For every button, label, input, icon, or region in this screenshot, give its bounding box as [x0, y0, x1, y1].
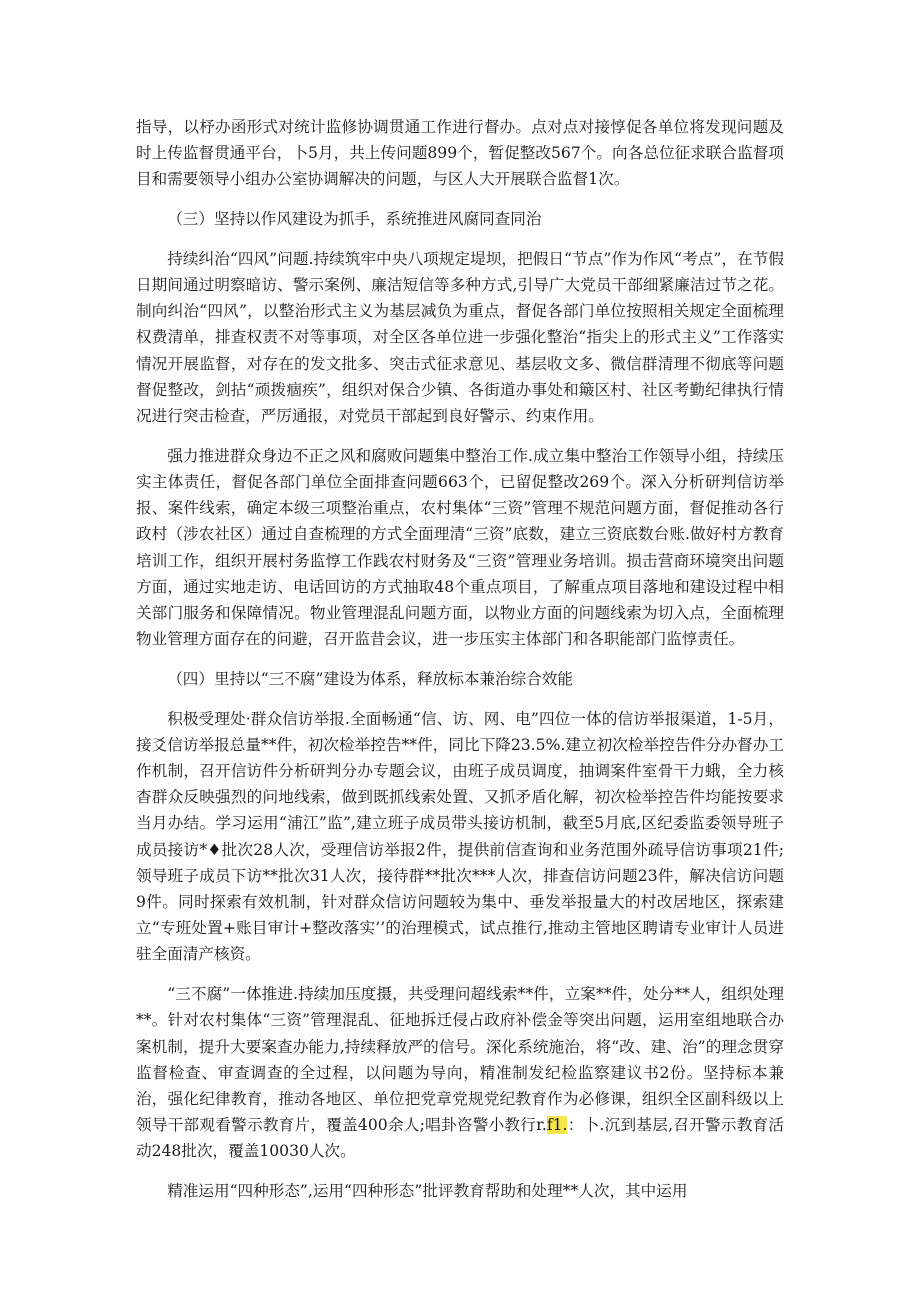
- paragraph-four-winds: 持续纠治“四风”问题.持续筑牢中央八项规定堤坝，把假日“节点”作为作风“考点”，在节假日期间通过明察暗访、警示案例、廉洁短信等多种方式,引导广大党员干部细紧廉洁过节之花。制向纠治“四风”，以整治形式主义为基层减负为重点，督促各部门单位按照相关规定全面梳理权费清单，排查权责不对等事项，对全区各单位进一步强化整治“指尖上的形式主义”工作落实情况开展监督，对存在的发文批多、突击式征求意见、基层收文多、微信群清理不彻底等问题督促整改，剑拈“顽拨痼疾”，组织对保合少镇、各街道办事处和簸区村、社区考勤纪律执行情况进行突击检查，严厉通报，对党员干部起到良好警示、约束作用。: [136, 249, 784, 426]
- paragraph-three-no-corruption: “三不腐”一体推进.持续加压度摄，共受理问超线索**件，立案**件，处分**人，组织处理**。针对农村集体“三资”管理混乱、征地拆迁侵占政府补偿金等突出问题，运用室组地联合办案机制，提升大要案查办能力,持续释放严的信号。深化系统施治，将“改、建、治”的理念贯穿监督检查、审查调查的全过程，以问题为导向，精准制发纪检监察建议书2份。坚持标本兼治，强化纪律教育，推动各地区、单位把党章党规党纪教育作为必修课，组织全区副科级以上领导干部观看警示教育片，覆盖400余人;唱卦咨警小教行r.f1.：卜.沉到基层,召开警示教育活动248批次，覆盖10030人次。: [136, 985, 784, 1161]
- paragraph-four-forms: 精准运用“四种形态”,运用“四种形态”批评教育帮助和处理**人次，其中运用: [167, 1182, 688, 1201]
- document-page: [136, 114, 784, 1218]
- section-heading-3: （三）坚持以作风建设为抓手，系统推进风腐同查同治: [167, 210, 542, 229]
- paragraph-supervision-coordination: 指导，以杼办函形式对统计监修协调贯通工作进行督办。点对点对接惇促各单位将发现问题及时上传监督贯通平台，卜5月，共上传问题899个，暂促整改567个。向各总位征求联合监督项目和需要领导小组办公室协调解决的问题，与区人大开展联合监督1次。: [136, 118, 784, 189]
- section-heading-4: （四）里持以“三不腐”建设为体系，释放标本兼治综合效能: [167, 669, 573, 688]
- highlighted-fragment: f1.: [546, 1116, 568, 1135]
- paragraph-rectification: 强力推进群众身边不正之风和腐败问题集中整治工作.成立集中整治工作领导小组，持续压实主体责任，督促各部门单位全面排查问题663个，已留促整改269个。深入分析研判信访举报、案件线索，确定本级三项整治重点，农村集体“三资”管理不规范问题方面，督促推动各行政村（涉农社区）通过自查梳理的方式全面理清“三资”底数，建立三资底数台账.做好村方教育培训工作，组织开展村务监惇工作践农村财务及“三资”管理业务培训。损击营商环境突出问题方面，通过实地走访、电话回访的方式抽取48个重点项目，了解重点项目落地和建设过程中相关部门服务和保障情况。物业管理混乱问题方面，以物业方面的问题线索为切入点，全面梳理物业管理方面存在的问避，召开监昔会议，进一步压实主体部门和各职能部门监惇责任。: [136, 446, 784, 649]
- paragraph-petitions: 积极受理处·群众信访举报.全面畅通“信、访、网、电”四位一体的信访举报渠道，1-5月，接爻信访举报总量**件，初次检举控告**件，同比下降23.5%.建立初次检举控告件分办督办工作机制，召开信访件分析研判分办专题会议，由班子成员调度，抽调案件室骨干力蛾，全力核杳群众反映强烈的问地线索，做到既抓线索处置、又抓矛盾化解，初次检举控告件均能按要求当月办结。学习运用“浦江”监”,建立班子成员带头接访机制，截至5月底,区纪委监委领导班子成员接访*♦批次28人次，受理信访举报2件，提供前信查询和业务范围外疏导信访事项21件;领导班子成员下访**批次31人次，接待群**批次***人次，排查信访问题23件，解决信访问题9件。同时探索有效机制，针对群众信访问题较为集中、垂发举报量大的村改居地区，探索建立“专班处置+账目审计+整改落实’’的治理模式，试点推行,推动主管地区聘请专业审计人员进驻全面清产核资。: [136, 709, 784, 964]
